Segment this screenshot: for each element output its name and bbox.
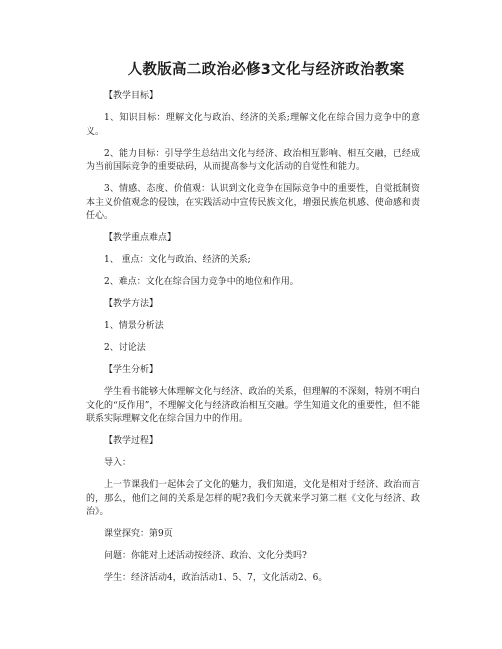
paragraph-student-analysis: 学生看书能够大体理解文化与经济、政治的关系，但理解的不深刻，特别不明白文化的“反作用”，不理解文化与经济政治相互交融。学生知道文化的重要性，但不能联系实际理解文化在综合国力中的作用。 bbox=[86, 387, 420, 424]
paragraph-method-2: 2、讨论法 bbox=[104, 343, 146, 353]
paragraph-student-answer: 学生：经济活动4，政治活动1、5、7，文化活动2、6。 bbox=[104, 573, 328, 583]
section-heading-student-analysis: 【学生分析】 bbox=[104, 365, 159, 375]
paragraph-question: 问题：你能对上述活动按经济、政治、文化分类吗? bbox=[104, 551, 307, 561]
document-body bbox=[86, 90, 420, 594]
paragraph-emotion-goal: 3、情感、态度、价值观：认识到文化竞争在国际竞争中的重要性，自觉抵制资本主义价值观念的侵蚀，在实践活动中宣传民族文化，增强民族危机感、使命感和责任心。 bbox=[86, 184, 420, 221]
section-heading-process: 【教学过程】 bbox=[104, 436, 159, 446]
paragraph-intro-text: 上一节课我们一起体会了文化的魅力，我们知道，文化是相对于经济、政治而言的，那么，他们之间的关系是怎样的呢?我们今天就来学习第二框《文化与经济、政治》。 bbox=[86, 480, 420, 517]
paragraph-method-1: 1、情景分析法 bbox=[104, 321, 164, 331]
document-title: 人教版高二政治必修3文化与经济政治教案 bbox=[127, 62, 405, 78]
paragraph-difficult-point: 2、难点：文化在综合国力竞争中的地位和作用。 bbox=[104, 277, 299, 287]
paragraph-ability-goal: 2、能力目标：引导学生总结出文化与经济、政治相互影响、相互交融，已经成为当前国际竞争的重要砝码，从而提高参与文化活动的自觉性和能力。 bbox=[86, 148, 420, 172]
paragraph-key-point: 1、 重点：文化与政治、经济的关系; bbox=[104, 255, 251, 265]
section-heading-methods: 【教学方法】 bbox=[104, 299, 159, 309]
section-heading-key-points: 【教学重点难点】 bbox=[104, 233, 177, 243]
section-heading-objectives: 【教学目标】 bbox=[104, 91, 159, 101]
paragraph-knowledge-goal: 1、知识目标：理解文化与政治、经济的关系;理解文化在综合国力竞争中的意义。 bbox=[86, 113, 420, 137]
paragraph-class-inquiry: 课堂探究：第9页 bbox=[104, 529, 173, 539]
paragraph-intro-label: 导入： bbox=[104, 458, 132, 468]
